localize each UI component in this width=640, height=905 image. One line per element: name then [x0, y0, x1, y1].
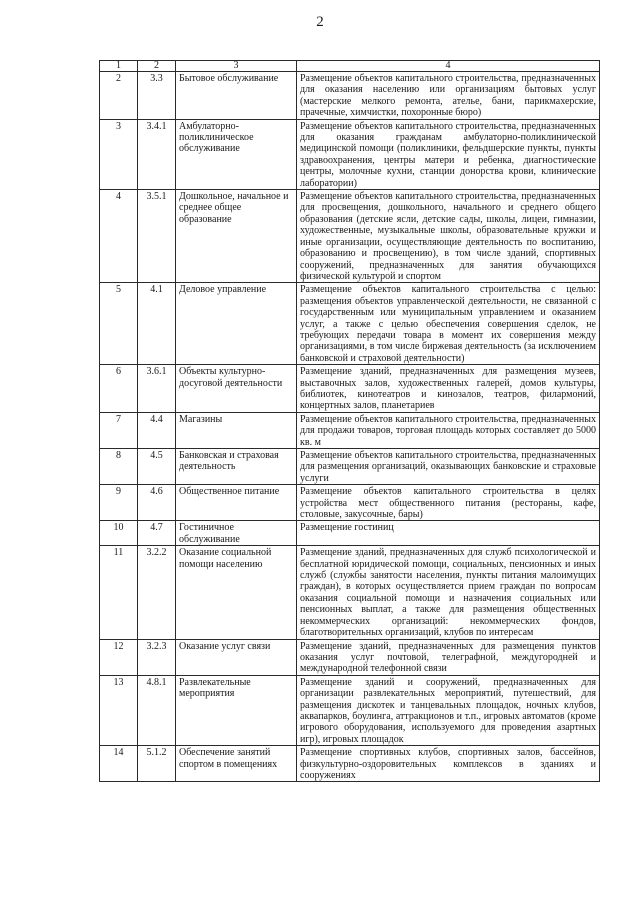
use-name: Оказание социальной помощи населению [176, 546, 297, 639]
use-description: Размещение зданий, предназначенных для служб психологической и бесплатной юридической помощи, социальных, пенсионных и иных служб (службы занятости населения, пункты питания малоимущих граждан), в которых осуществляется прием граждан по вопросам оказания социальной помощи и назначения социальных или пенсионных выплат, а также для размещения общественных некоммерческих организаций: некоммерческих фондов, благотворительных организаций, клубов по интересам [297, 546, 600, 639]
use-description: Размещение объектов капитального строительства с целью: размещения объектов управленческой деятельности, не связанной с государственным или муниципальным управлением и оказанием услуг, а также с целью обеспечения совершения сделок, не требующих передачи товара в момент их совершения между организациями, в том числе биржевая деятельность (за исключением банковской и страховой деятельности) [297, 283, 600, 365]
use-name: Оказание услуг связи [176, 639, 297, 675]
use-code: 3.3 [138, 72, 176, 120]
use-description: Размещение объектов капитального строительства, предназначенных для просвещения, дошкольного, начального и среднего общего образования (детские ясли, детские сады, школы, лицеи, гимназии, художественные, музыкальные школы, образовательные кружки и иные организации, осуществляющие деятельность по воспитанию, образованию и просвещению), в том числе зданий, спортивных сооружений, предназначенных для занятия обучающихся физической культурой и спортом [297, 190, 600, 283]
row-number: 6 [100, 365, 138, 413]
header-cell: 1 [100, 61, 138, 72]
row-number: 5 [100, 283, 138, 365]
header-cell: 4 [297, 61, 600, 72]
use-code: 3.6.1 [138, 365, 176, 413]
table-row [100, 449, 600, 485]
table-row [100, 485, 600, 521]
row-number: 9 [100, 485, 138, 521]
use-code: 3.2.3 [138, 639, 176, 675]
table-row [100, 675, 600, 745]
use-description: Размещение объектов капитального строительства, предназначенных для оказания гражданам амбулаторно-поликлинической медицинской помощи (поликлиники, фельдшерские пункты, пункты здравоохранения, центры матери и ребенка, диагностические центры, молочные кухни, станции донорства крови, клинические лаборатории) [297, 119, 600, 189]
row-number: 4 [100, 190, 138, 283]
use-name: Амбулаторно-поликлиническое обслуживание [176, 119, 297, 189]
row-number: 10 [100, 521, 138, 546]
use-name: Банковская и страховая деятельность [176, 449, 297, 485]
row-number: 3 [100, 119, 138, 189]
table-row [100, 283, 600, 365]
use-code: 4.5 [138, 449, 176, 485]
header-cell: 3 [176, 61, 297, 72]
table-row [100, 190, 600, 283]
use-code: 4.6 [138, 485, 176, 521]
use-name: Развлекательные мероприятия [176, 675, 297, 745]
row-number: 2 [100, 72, 138, 120]
use-name: Общественное питание [176, 485, 297, 521]
use-description: Размещение зданий, предназначенных для размещения пунктов оказания услуг почтовой, телеграфной, междугородней и международной телефонной связи [297, 639, 600, 675]
row-number: 14 [100, 746, 138, 782]
use-code: 5.1.2 [138, 746, 176, 782]
use-description: Размещение зданий и сооружений, предназначенных для организации развлекательных мероприятий, путешествий, для размещения дискотек и танцевальных площадок, ночных клубов, аквапарков, боулинга, аттракционов и т.п., игровых автоматов (кроме игрового оборудования, используемого для проведения азартных игр), игровых площадок [297, 675, 600, 745]
use-description: Размещение объектов капитального строительства в целях устройства мест общественного питания (рестораны, кафе, столовые, закусочные, бары) [297, 485, 600, 521]
table-body [100, 72, 600, 782]
table-row [100, 546, 600, 639]
use-name: Магазины [176, 412, 297, 448]
use-code: 4.1 [138, 283, 176, 365]
use-code: 3.2.2 [138, 546, 176, 639]
use-name: Объекты культурно-досуговой деятельности [176, 365, 297, 413]
table-row [100, 412, 600, 448]
row-number: 11 [100, 546, 138, 639]
use-code: 4.7 [138, 521, 176, 546]
table-header [100, 61, 600, 72]
page-number: 2 [316, 14, 324, 30]
table-row [100, 119, 600, 189]
table-row [100, 746, 600, 782]
land-use-table [99, 60, 600, 782]
row-number: 12 [100, 639, 138, 675]
row-number: 13 [100, 675, 138, 745]
use-name: Дошкольное, начальное и среднее общее образование [176, 190, 297, 283]
use-description: Размещение объектов капитального строительства, предназначенных для оказания населению или организациям бытовых услуг (мастерские мелкого ремонта, ателье, бани, парикмахерские, прачечные, химчистки, похоронные бюро) [297, 72, 600, 120]
header-row [100, 61, 600, 72]
use-description: Размещение спортивных клубов, спортивных залов, бассейнов, физкультурно-оздоровительных комплексов в зданиях и сооружениях [297, 746, 600, 782]
use-code: 3.4.1 [138, 119, 176, 189]
row-number: 7 [100, 412, 138, 448]
row-number: 8 [100, 449, 138, 485]
use-code: 4.4 [138, 412, 176, 448]
use-name: Бытовое обслуживание [176, 72, 297, 120]
use-name: Гостиничное обслуживание [176, 521, 297, 546]
use-description: Размещение объектов капитального строительства, предназначенных для продажи товаров, торговая площадь которых составляет до 5000 кв. м [297, 412, 600, 448]
table-row [100, 365, 600, 413]
use-name: Обеспечение занятий спортом в помещениях [176, 746, 297, 782]
table-row [100, 639, 600, 675]
use-description: Размещение зданий, предназначенных для размещения музеев, выставочных залов, художественных галерей, домов культуры, библиотек, кинотеатров и кинозалов, театров, филармоний, концертных залов, планетариев [297, 365, 600, 413]
use-description: Размещение объектов капитального строительства, предназначенных для размещения организаций, оказывающих банковские и страховые услуги [297, 449, 600, 485]
table-row [100, 72, 600, 120]
use-description: Размещение гостиниц [297, 521, 600, 546]
use-code: 4.8.1 [138, 675, 176, 745]
table-row [100, 521, 600, 546]
use-code: 3.5.1 [138, 190, 176, 283]
header-cell: 2 [138, 61, 176, 72]
use-name: Деловое управление [176, 283, 297, 365]
